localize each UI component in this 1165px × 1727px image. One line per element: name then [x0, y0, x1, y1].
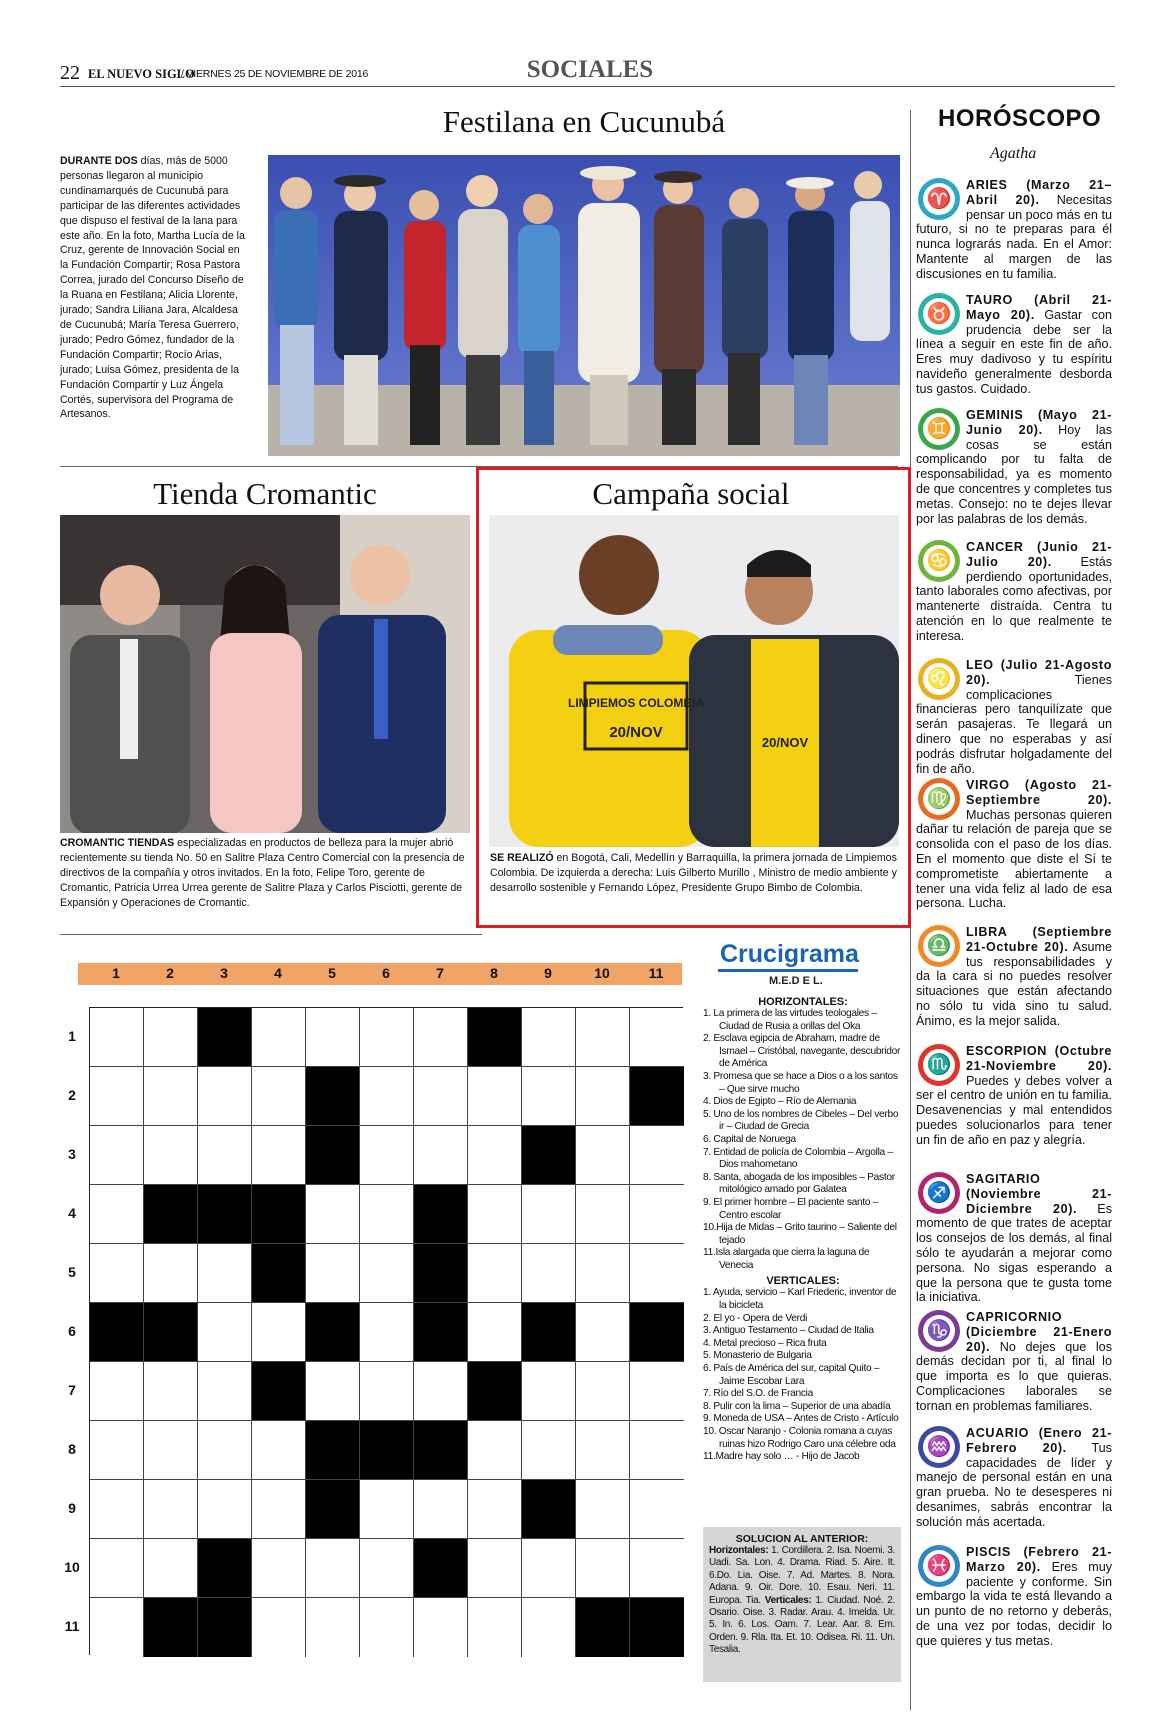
crossword-cell[interactable]	[360, 1244, 414, 1303]
horoscope-title: HORÓSCOPO	[938, 105, 1102, 132]
solution-h-label: Horizontales:	[709, 1545, 769, 1556]
crossword-cell[interactable]	[306, 1185, 360, 1244]
horoscope-sign	[916, 1044, 1112, 1148]
crossword-black-cell	[414, 1539, 468, 1598]
crossword-cell[interactable]	[522, 1008, 576, 1067]
crossword-cell[interactable]	[306, 1598, 360, 1657]
zodiac-icon	[918, 658, 960, 700]
crossword-cell[interactable]	[522, 1185, 576, 1244]
sign-text: Estás perdiendo oportunidades, tanto laborales como afectivas, por mantenerte distraída. Centra tu atención en lo que realmente te interesa.	[916, 554, 1112, 643]
zodiac-icon	[918, 408, 960, 450]
horoscope-sign	[916, 1426, 1112, 1530]
crossword-black-cell	[198, 1598, 252, 1657]
crossword-cell[interactable]	[522, 1244, 576, 1303]
crossword-column-number: 7	[436, 965, 444, 981]
crossword-cell[interactable]	[468, 1126, 522, 1185]
crossword-cell[interactable]	[576, 1008, 630, 1067]
sign-text: Hoy las cosas se están complicando por tu falta de responsabilidad, ya es momento de que concentres y completes tus metas. Consejo: no te dejes llevar por las palabras de los demás.	[916, 422, 1112, 526]
sign-text: Gastar con prudencia debe ser la línea a seguir en este fin de año. Eres muy dadivoso y tu espíritu navideño generalmente desborda tus gastos. Cuidado.	[916, 307, 1112, 396]
clue-item: 5. Uno de los nombres de Cibeles – Del verbo ir – Ciudad de Grecia	[703, 1108, 899, 1133]
zodiac-glyph: ♈	[923, 183, 955, 215]
crossword-black-cell	[144, 1303, 198, 1362]
sign-name: PISCIS (Febrero 21-Marzo 20).	[966, 1545, 1112, 1574]
crossword-row-number: 11	[64, 1618, 80, 1634]
crossword-cell[interactable]	[90, 1067, 144, 1126]
crossword-black-cell	[306, 1126, 360, 1185]
zodiac-glyph: ♍	[923, 783, 955, 815]
crossword-black-cell	[630, 1598, 684, 1657]
crossword-cell[interactable]	[90, 1598, 144, 1657]
crossword-black-cell	[198, 1008, 252, 1067]
crossword-cell[interactable]	[252, 1421, 306, 1480]
campana-caption	[490, 851, 900, 896]
crossword-cell[interactable]	[414, 1598, 468, 1657]
cromantic-caption-lead: CROMANTIC TIENDAS	[60, 837, 175, 849]
campana-duo-illustration	[489, 515, 899, 847]
clue-item: 6. País de América del sur, capital Quito – Jaime Escobar Lara	[703, 1363, 880, 1387]
festilana-caption	[60, 154, 250, 422]
clue-item: 11.Isla alargada que cierra la laguna de Venecia	[703, 1247, 870, 1271]
crossword-cell[interactable]	[90, 1008, 144, 1067]
header-rule	[60, 86, 1115, 87]
sign-text: Eres muy paciente y conforme. Sin embargo la vida te está llevando a un punto de no retorno y deberás, de una vez por todas, decidir lo que quieres y tus metas.	[916, 1559, 1112, 1648]
campana-photo	[489, 515, 899, 847]
crossword-cell[interactable]	[468, 1067, 522, 1126]
horoscope-sign	[916, 1545, 1112, 1649]
issue-date: / VIERNES 25 DE NOVIEMBRE DE 2016	[181, 68, 369, 80]
crossword-cell[interactable]	[252, 1067, 306, 1126]
crossword-row-number: 10	[64, 1559, 80, 1575]
crossword-row-number: 1	[68, 1028, 76, 1044]
crossword-cell[interactable]	[198, 1421, 252, 1480]
sign-text: No dejes que los demás decidan por ti, al final lo que importa es lo que quieras. Complicaciones laborales se tornan en problemas familiares.	[916, 1339, 1112, 1413]
crossword-black-cell	[198, 1539, 252, 1598]
solution-title: SOLUCION AL ANTERIOR:	[735, 1533, 869, 1545]
crossword-cell[interactable]	[576, 1539, 630, 1598]
zodiac-glyph: ♎	[923, 930, 955, 962]
clue-item: 9. El primer hombre – El paciente santo – Centro escolar	[703, 1196, 879, 1221]
crossword-cell[interactable]	[144, 1008, 198, 1067]
crossword-row-number: 7	[68, 1382, 76, 1398]
vertical-heading: VERTICALES:	[766, 1275, 840, 1288]
crossword-cell[interactable]	[576, 1362, 630, 1421]
crossword-cell[interactable]	[630, 1008, 684, 1067]
solution-h: 1. Cordillera. 2. Isa. Noemi. 3. Uadi. Sa. Lon. 4. Drama. Riad. 5. Aire. It. 6.Do. Lia. Oise. 7. Ad. Martes. 8. Nora. Adana. 9. Oir. Dore. 10. Esau. Neri. 11. Europa. Tia.	[709, 1545, 895, 1606]
festilana-headline: Festilana en Cucunubá	[442, 104, 726, 139]
zodiac-glyph: ♏	[923, 1049, 955, 1081]
cromantic-photo	[60, 515, 470, 833]
solution-text	[709, 1545, 895, 1657]
sign-name: ARIES (Marzo 21–Abril 20).	[966, 178, 1112, 207]
crossword-black-cell	[630, 1067, 684, 1126]
crossword-cell[interactable]	[252, 1126, 306, 1185]
crossword-cell[interactable]	[252, 1008, 306, 1067]
crossword-cell[interactable]	[630, 1362, 684, 1421]
festilana-photo	[268, 155, 900, 456]
crossword-cell[interactable]	[360, 1067, 414, 1126]
sign-name: VIRGO (Agosto 21-Septiembre 20).	[966, 778, 1112, 807]
zodiac-icon	[918, 925, 960, 967]
crossword-column-number: 11	[648, 965, 664, 981]
solution-v-label: Verticales:	[764, 1594, 812, 1606]
sign-text: Asume tus responsabilidades y da la cara si no puedes resolver situaciones que están afectando no sólo tu vida sino tu salud. Ánimo, es la mejor salida.	[916, 939, 1112, 1028]
crossword-cell[interactable]	[414, 1067, 468, 1126]
crossword-row-number: 6	[68, 1323, 76, 1339]
crossword-title: Crucigrama	[720, 940, 859, 968]
clue-item: 2. Esclava egipcia de Abraham, madre de Ismael – Cristóbal, navegante, descubridor de América	[703, 1033, 901, 1070]
campana-headline: Campaña social	[592, 476, 790, 511]
crossword-row-number: 4	[68, 1205, 76, 1221]
crossword-grid	[89, 1007, 683, 1655]
crossword-cell[interactable]	[90, 1480, 144, 1539]
horoscope-sign	[916, 658, 1112, 776]
crossword-black-cell	[306, 1421, 360, 1480]
crossword-title-underline	[718, 969, 858, 972]
crossword-cell[interactable]	[360, 1362, 414, 1421]
clue-item: 8. Santa, abogada de los imposibles – Pastor mitológico amado por Galatea	[703, 1171, 895, 1196]
sign-name: LIBRA (Septiembre 21-Octubre 20).	[966, 925, 1112, 954]
solution-box	[703, 1527, 901, 1682]
crossword-black-cell	[252, 1362, 306, 1421]
crossword-column-number: 8	[490, 965, 498, 981]
zodiac-glyph: ♋	[923, 545, 955, 577]
clue-item: 8. Pulir con la lima – Superior de una abadía	[703, 1400, 891, 1412]
solution-v: 1. Ciudad. Noé. 2. Osario. Oise. 3. Radar. Arau. 4. Imelda. Ur. 5. In. 6. Los. Oam. 7. Lear. Aar. 8. Em. Orden. 9. Rla. Ita. Et. 10. Odisea. Ri. 11. Un. Tesalia.	[709, 1594, 896, 1656]
horoscope-sign	[916, 293, 1112, 397]
horoscope-sign	[916, 540, 1112, 644]
crossword-cell[interactable]	[522, 1539, 576, 1598]
crossword-cell[interactable]	[468, 1244, 522, 1303]
crossword-cell[interactable]	[90, 1185, 144, 1244]
crossword-cell[interactable]	[144, 1362, 198, 1421]
clue-item: 11.Madre hay solo … - Hijo de Jacob	[703, 1451, 860, 1463]
crossword-row-number: 5	[68, 1264, 76, 1280]
sign-text: Necesitas pensar un poco más en tu futuro, si no te preparas para él nunca lograrás nada. En el Amor: Mantente al margen de las discusiones en tu familia.	[916, 192, 1112, 281]
crossword-cell[interactable]	[360, 1185, 414, 1244]
sign-text: Es momento de que trates de aceptar los consejos de los demás, al final sólo te ayudarán a mejorar como persona. No sigas esperando a que la persona que te gusta tome la iniciativa.	[916, 1201, 1113, 1305]
crossword-black-cell	[90, 1303, 144, 1362]
crossword-black-cell	[414, 1303, 468, 1362]
horoscope-sign	[916, 778, 1112, 911]
crossword-row-number: 3	[68, 1146, 76, 1162]
zodiac-icon	[918, 1310, 960, 1352]
cromantic-headline: Tienda Cromantic	[153, 476, 377, 511]
crossword-cell[interactable]	[198, 1480, 252, 1539]
crossword-cell[interactable]	[576, 1185, 630, 1244]
zodiac-glyph: ♒	[923, 1431, 955, 1463]
crossword-cell[interactable]	[306, 1539, 360, 1598]
crossword-column-number: 5	[328, 965, 336, 981]
cromantic-caption	[60, 836, 470, 911]
vertical-clues	[703, 1287, 903, 1463]
horizontal-heading: HORIZONTALES:	[758, 996, 848, 1008]
crossword-column-number: 9	[544, 965, 552, 981]
crossword-cell[interactable]	[306, 1244, 360, 1303]
zodiac-icon	[918, 778, 960, 820]
crossword-cell[interactable]	[360, 1303, 414, 1362]
crossword-cell[interactable]	[90, 1421, 144, 1480]
crossword-cell[interactable]	[144, 1126, 198, 1185]
zodiac-glyph: ♑	[923, 1315, 955, 1347]
sign-name: GEMINIS (Mayo 21-Junio 20).	[966, 408, 1112, 437]
crossword-cell[interactable]	[414, 1362, 468, 1421]
campana-caption-body: en Bogotá, Cali, Medellín y Barraquilla, la primera jornada de Limpiemos Colombia. De izquierda a derecha: Luis Gilberto Murillo , Ministro de medio ambiente y desarrollo sostenible y Fernando López, Presidente Grupo Bimbo de Colombia.	[490, 852, 897, 894]
sign-name: SAGITARIO (Noviembre 21-Diciembre 20).	[966, 1172, 1112, 1216]
crossword-black-cell	[414, 1421, 468, 1480]
crossword-author: M.E.D E L.	[769, 975, 823, 987]
crossword-divider	[60, 934, 482, 935]
horoscope-sign	[916, 1310, 1112, 1414]
crossword-column-number: 1	[112, 965, 120, 981]
crossword-row-number: 8	[68, 1441, 76, 1457]
zodiac-icon	[918, 293, 960, 335]
clue-item: 4. Metal precioso – Rica fruta	[703, 1337, 827, 1349]
crossword-cell[interactable]	[360, 1539, 414, 1598]
crossword-black-cell	[522, 1126, 576, 1185]
clue-item: 3. Promesa que se hace a Dios o a los santos – Que sirve mucho	[703, 1070, 898, 1095]
crossword-black-cell	[306, 1067, 360, 1126]
zodiac-icon	[918, 540, 960, 582]
crossword-black-cell	[630, 1303, 684, 1362]
crossword-cell[interactable]	[144, 1421, 198, 1480]
crossword-black-cell	[198, 1185, 252, 1244]
sign-text: Tus capacidades de líder y manejo de personal están en una gran prueba. No te desesperes ni desanimes, sabrás encontrar la solución más acertada.	[916, 1440, 1112, 1529]
crossword-cell[interactable]	[630, 1539, 684, 1598]
clue-item: 1. La primera de las virtudes teologales – Ciudad de Rusia a orillas del Oka	[703, 1008, 877, 1032]
festilana-caption-lead: DURANTE DOS	[60, 155, 138, 167]
horoscope-sign	[916, 925, 1112, 1029]
clue-item: 7. Entidad de policía de Colombia – Argolla – Dios mahometano	[703, 1146, 893, 1171]
crossword-cell[interactable]	[144, 1244, 198, 1303]
crossword-cell[interactable]	[522, 1362, 576, 1421]
crossword-column-number: 2	[166, 965, 174, 981]
crossword-cell[interactable]	[90, 1539, 144, 1598]
horoscope-sign	[916, 408, 1112, 526]
crossword-column-number: 6	[382, 965, 390, 981]
crossword-cell[interactable]	[144, 1480, 198, 1539]
crossword-column-header	[78, 963, 682, 985]
crossword-cell[interactable]	[468, 1598, 522, 1657]
section-title: SOCIALES	[526, 56, 654, 83]
crossword-cell[interactable]	[252, 1598, 306, 1657]
zodiac-icon	[918, 1426, 960, 1468]
crossword-cell[interactable]	[468, 1539, 522, 1598]
crossword-row-number: 9	[68, 1500, 76, 1516]
clue-item: 10.Hija de Midas – Grito taurino – Saliente del tejado	[703, 1222, 897, 1246]
shirt-slogan-left: LIMPIEMOS COLOMBIA	[568, 696, 704, 710]
crossword-cell[interactable]	[360, 1126, 414, 1185]
clue-item: 1. Ayuda, servicio – Karl Friederic, inventor de la bicicleta	[703, 1287, 897, 1312]
crossword-black-cell	[414, 1244, 468, 1303]
crossword-cell[interactable]	[198, 1244, 252, 1303]
crossword-cell[interactable]	[360, 1480, 414, 1539]
sign-name: ACUARIO (Enero 21-Febrero 20).	[966, 1426, 1112, 1455]
crossword-cell[interactable]	[90, 1362, 144, 1421]
clue-item: 6. Capital de Noruega	[703, 1133, 796, 1145]
page-number: 22	[60, 62, 80, 84]
sign-name: TAURO (Abril 21-Mayo 20).	[966, 293, 1112, 322]
crossword-cell[interactable]	[144, 1539, 198, 1598]
sign-text: Puedes y debes volver a ser el centro de unión en tu familia. Desavenencias y mal entendidos puedes solucionarlos para tener un fin de año en paz y alegría.	[916, 1073, 1113, 1147]
crossword-black-cell	[144, 1185, 198, 1244]
clue-item: 4. Dios de Egipto – Río de Alemania	[703, 1096, 857, 1108]
crossword-cell[interactable]	[90, 1126, 144, 1185]
horizontal-clues	[703, 1008, 903, 1272]
clue-item: 3. Antiguo Testamento – Ciudad de Italia	[703, 1325, 874, 1337]
crossword-cell[interactable]	[468, 1480, 522, 1539]
crossword-cell[interactable]	[522, 1067, 576, 1126]
crossword-cell[interactable]	[198, 1362, 252, 1421]
crossword-cell[interactable]	[630, 1480, 684, 1539]
crossword-cell[interactable]	[252, 1539, 306, 1598]
zodiac-icon	[918, 1545, 960, 1587]
crossword-cell[interactable]	[414, 1480, 468, 1539]
crossword-black-cell	[576, 1598, 630, 1657]
crossword-cell[interactable]	[306, 1008, 360, 1067]
crossword-cell[interactable]	[144, 1067, 198, 1126]
clue-item: 9. Moneda de USA – Antes de Cristo - Artículo	[703, 1413, 899, 1425]
crossword-cell[interactable]	[198, 1126, 252, 1185]
sign-text: Tienes complicaciones financieras pero tanquilízate que serán pasajeras. Te llegará un dinero que no esperabas y así podrás disfrutar holgadamente del fin de año.	[916, 672, 1112, 776]
crossword-cell[interactable]	[306, 1362, 360, 1421]
crossword-column-number: 10	[594, 965, 610, 981]
crossword-cell[interactable]	[252, 1303, 306, 1362]
horoscope-sign	[916, 178, 1112, 282]
newspaper-name: EL NUEVO SIGLO	[88, 67, 195, 81]
festilana-group-illustration	[268, 155, 900, 456]
crossword-cell[interactable]	[360, 1598, 414, 1657]
zodiac-icon	[918, 178, 960, 220]
crossword-black-cell	[468, 1008, 522, 1067]
crossword-cell[interactable]	[360, 1008, 414, 1067]
crossword-black-cell	[306, 1303, 360, 1362]
crossword-cell[interactable]	[576, 1244, 630, 1303]
crossword-cell[interactable]	[630, 1421, 684, 1480]
clues-column	[703, 996, 903, 1464]
crossword-cell[interactable]	[630, 1126, 684, 1185]
sign-name: ESCORPION (Octubre 21-Noviembre 20).	[966, 1044, 1112, 1073]
zodiac-icon	[918, 1172, 960, 1214]
crossword-cell[interactable]	[468, 1303, 522, 1362]
crossword-black-cell	[468, 1362, 522, 1421]
clue-item: 2. El yo - Opera de Verdi	[703, 1312, 808, 1324]
campana-caption-lead: SE REALIZÓ	[490, 852, 554, 864]
zodiac-glyph: ♐	[923, 1177, 955, 1209]
crossword-cell[interactable]	[468, 1421, 522, 1480]
crossword-cell[interactable]	[90, 1244, 144, 1303]
crossword-cell[interactable]	[198, 1303, 252, 1362]
crossword-cell[interactable]	[522, 1421, 576, 1480]
crossword-column-number: 3	[220, 965, 228, 981]
clue-item: 5. Monasterio de Bulgaria	[703, 1350, 812, 1362]
crossword-cell[interactable]	[576, 1303, 630, 1362]
crossword-cell[interactable]	[576, 1067, 630, 1126]
crossword-cell[interactable]	[468, 1185, 522, 1244]
crossword-black-cell	[522, 1480, 576, 1539]
crossword-cell[interactable]	[414, 1126, 468, 1185]
crossword-cell[interactable]	[630, 1244, 684, 1303]
crossword-black-cell	[360, 1421, 414, 1480]
shirt-date-left: 20/NOV	[609, 724, 663, 741]
crossword-cell[interactable]	[576, 1126, 630, 1185]
crossword-black-cell	[306, 1480, 360, 1539]
clue-item: 7. Río del S.O. de Francia	[703, 1388, 813, 1400]
zodiac-glyph: ♌	[923, 663, 955, 695]
clue-item: 10. Oscar Naranjo - Colonia romana a cuyas ruinas hizo Rodrigo Caro una célebre oda	[703, 1426, 896, 1450]
crossword-black-cell	[414, 1185, 468, 1244]
sign-name: CANCER (Junio 21-Julio 20).	[966, 540, 1112, 569]
shirt-date-right: 20/NOV	[761, 735, 809, 750]
crossword-black-cell	[522, 1303, 576, 1362]
sign-name: LEO (Julio 21-Agosto 20).	[966, 658, 1112, 687]
crossword-column-number: 4	[274, 965, 282, 981]
zodiac-glyph: ♓	[923, 1550, 955, 1582]
zodiac-glyph: ♊	[923, 413, 955, 445]
sign-name: CAPRICORNIO (Diciembre 21-Enero 20).	[966, 1310, 1112, 1354]
crossword-cell[interactable]	[522, 1598, 576, 1657]
crossword-cell[interactable]	[630, 1185, 684, 1244]
crossword-cell[interactable]	[576, 1480, 630, 1539]
crossword-cell[interactable]	[252, 1480, 306, 1539]
sign-text: Muchas personas quieren dañar tu relación de pareja que se consolida con el paso de los días. En el momento que diste el Sí te comprometiste abiertamente a tener una vida feliz al lado de esa persona. Lucha.	[916, 807, 1112, 911]
crossword-cell[interactable]	[198, 1067, 252, 1126]
festilana-caption-body: días, más de 5000 personas llegaron al municipio cundinamarqués de Cucunubá para participar de las diferentes actividades que dispuso el festival de la lana para este año. En la foto, Martha Lucía de la Cruz, gerente de Innovación Social en la Fundación Compartir; Rosa Pastora Correa, jurado del Concurso Diseño de la Ruana en Festilana; Alicia Llorente, jurado; Sandra Liliana Jara, Alcaldesa de Cucunubá; María Teresa Guerrero, jurado; Pedro Gómez, fundador de la Fundación Compartir; Rocío Arias, jurado; Luisa Gómez, presidenta de la Fundación Compartir y Luz Ángela Cortés, supervisora del Programa de Artesanos.	[60, 155, 245, 421]
crossword-row-number: 2	[68, 1087, 76, 1103]
crossword-black-cell	[252, 1244, 306, 1303]
horoscope-author: Agatha	[990, 145, 1037, 162]
crossword-cell[interactable]	[576, 1421, 630, 1480]
zodiac-glyph: ♉	[923, 298, 955, 330]
zodiac-icon	[918, 1044, 960, 1086]
crossword-cell[interactable]	[414, 1008, 468, 1067]
cromantic-caption-body: especializadas en productos de belleza para la mujer abrió recientemente su tienda No. 50 en Salitre Plaza Centro Comercial con la presencia de directivos de la compañía y otros invitados. En la foto, Felipe Toro, gerente de Cromantic, Patricia Urrea Urrea gerente de Salitre Plaza y Carlos Pisciotti, gerente de Expansión y Operaciones de Cromantic.	[60, 837, 465, 909]
crossword-black-cell	[252, 1185, 306, 1244]
crossword-black-cell	[144, 1598, 198, 1657]
horoscope-sign	[916, 1172, 1112, 1305]
cromantic-group-illustration	[60, 515, 470, 833]
